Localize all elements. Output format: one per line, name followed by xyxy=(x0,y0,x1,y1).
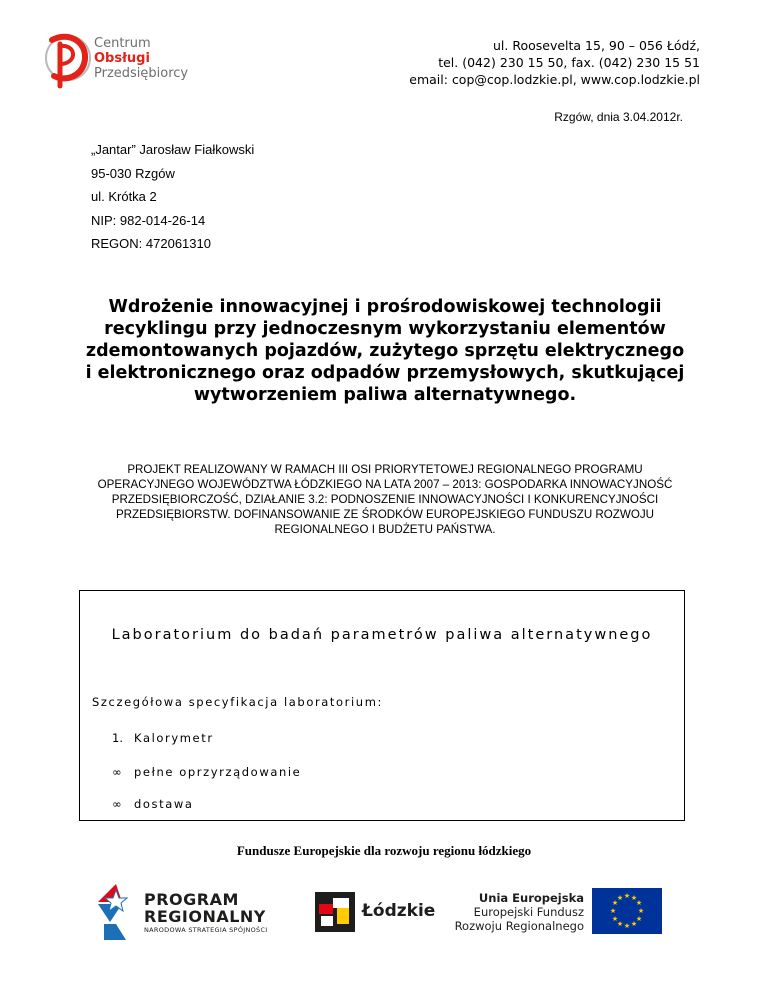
eu-line-2: Europejski Fundusz xyxy=(473,905,584,919)
svg-text:★: ★ xyxy=(616,920,624,928)
recipient-block xyxy=(91,138,254,256)
spec-item-marker: ∞ xyxy=(112,797,122,811)
program-line-1: PROGRAM xyxy=(144,890,239,909)
spec-item-marker: 1. xyxy=(112,731,123,745)
lodzkie-mark-icon xyxy=(315,892,355,932)
recipient-street: ul. Krótka 2 xyxy=(91,189,157,204)
svg-text:★: ★ xyxy=(630,920,638,928)
eu-line-1: Unia Europejska xyxy=(478,891,584,905)
eu-flag-icon xyxy=(592,888,662,934)
recipient-postal: 95-030 Rzgów xyxy=(91,165,175,181)
svg-text:★: ★ xyxy=(616,894,624,902)
specification-heading: Szczegółowa specyfikacja laboratorium: xyxy=(92,695,383,709)
spec-item-label: Kalorymetr xyxy=(134,731,214,745)
recipient-nip: NIP: 982-014-26-14 xyxy=(91,212,206,228)
svg-text:★: ★ xyxy=(611,915,619,923)
contact-block xyxy=(409,37,700,88)
contact-address: ul. Roosevelta 15, 90 – 056 Łódź, xyxy=(493,38,700,53)
cop-p-mark-icon xyxy=(44,30,92,90)
svg-text:★: ★ xyxy=(635,899,643,907)
lodzkie-logo xyxy=(315,892,435,934)
svg-text:★: ★ xyxy=(635,915,643,923)
program-line-2: REGIONALNY xyxy=(144,907,266,926)
logo-line-przedsiebiorcy: Przedsiębiorcy xyxy=(94,66,189,81)
spec-item-kalorymetr xyxy=(112,731,214,745)
recipient-regon: REGON: 472061310 xyxy=(91,236,211,251)
svg-text:★: ★ xyxy=(623,892,631,900)
eu-line-3: Rozwoju Regionalnego xyxy=(454,919,584,933)
date-line: Rzgów, dnia 3.04.2012r. xyxy=(554,110,683,124)
contact-email: email: cop@cop.lodzkie.pl, www.cop.lodzkie.pl xyxy=(409,72,700,87)
svg-text:★: ★ xyxy=(630,894,638,902)
svg-text:★: ★ xyxy=(637,907,645,915)
program-regionalny-star-icon xyxy=(96,884,140,940)
spec-item-dostawa xyxy=(112,797,194,811)
lodzkie-label: Łódzkie xyxy=(362,901,436,921)
program-regionalny-logo xyxy=(96,884,276,940)
spec-item-oprzyrzadowanie xyxy=(112,765,301,779)
logo-line-obslugi: Obsługi xyxy=(94,51,150,66)
cop-logo xyxy=(44,30,194,90)
logo-line-centrum: Centrum xyxy=(94,36,151,51)
eu-logo xyxy=(456,888,662,934)
recipient-name: „Jantar” Jarosław Fiałkowski xyxy=(91,142,255,157)
eu-text-block xyxy=(455,891,584,933)
svg-text:★: ★ xyxy=(623,922,631,930)
project-description: PROJEKT REALIZOWANY W RAMACH III OSI PRIORYTETOWEJ REGIONALNEGO PROGRAMU OPERACYJNEGO WOJEWÓDZTWA ŁÓDZKIEGO NA LATA 2007 – 2013: GOSPODARKA INNOWACYJNOŚĆ PRZEDSIĘBIORCZOŚĆ, DZIAŁANIE 3.2: PODNOSZENIE INNOWACYJNOŚCI I KONKURENCYJNOŚCI PRZEDSIĘBIORSTW. DOFINANSOWANIE ZE ŚRODKÓW EUROPEJSKIEGO FUNDUSZU ROZWOJU REGIONALNEGO I BUDŻETU PAŃSTWA. xyxy=(97,463,673,536)
spec-item-label: dostawa xyxy=(134,797,194,811)
specification-box-title: Laboratorium do badań parametrów paliwa alternatywnego xyxy=(111,627,653,643)
spec-item-marker: ∞ xyxy=(112,765,122,779)
funds-line: Fundusze Europejskie dla rozwoju regionu łódzkiego xyxy=(236,843,532,858)
document-title: Wdrożenie innowacyjnej i prośrodowiskowej technologii recyklingu przy jednoczesnym wykorzystaniu elementów zdemontowanych pojazdów, zużytego sprzętu elektrycznego i elektronicznego oraz odpadów przemysłowych, skutkującej wytworzeniem paliwa alternatywnego. xyxy=(85,297,685,405)
spec-item-label: pełne oprzyrządowanie xyxy=(134,765,302,779)
contact-phone: tel. (042) 230 15 50, fax. (042) 230 15 51 xyxy=(438,55,700,70)
specification-box xyxy=(79,590,685,821)
program-line-3: NARODOWA STRATEGIA SPÓJNOŚCI xyxy=(144,926,268,934)
svg-text:★: ★ xyxy=(609,907,617,915)
svg-text:★: ★ xyxy=(611,899,619,907)
